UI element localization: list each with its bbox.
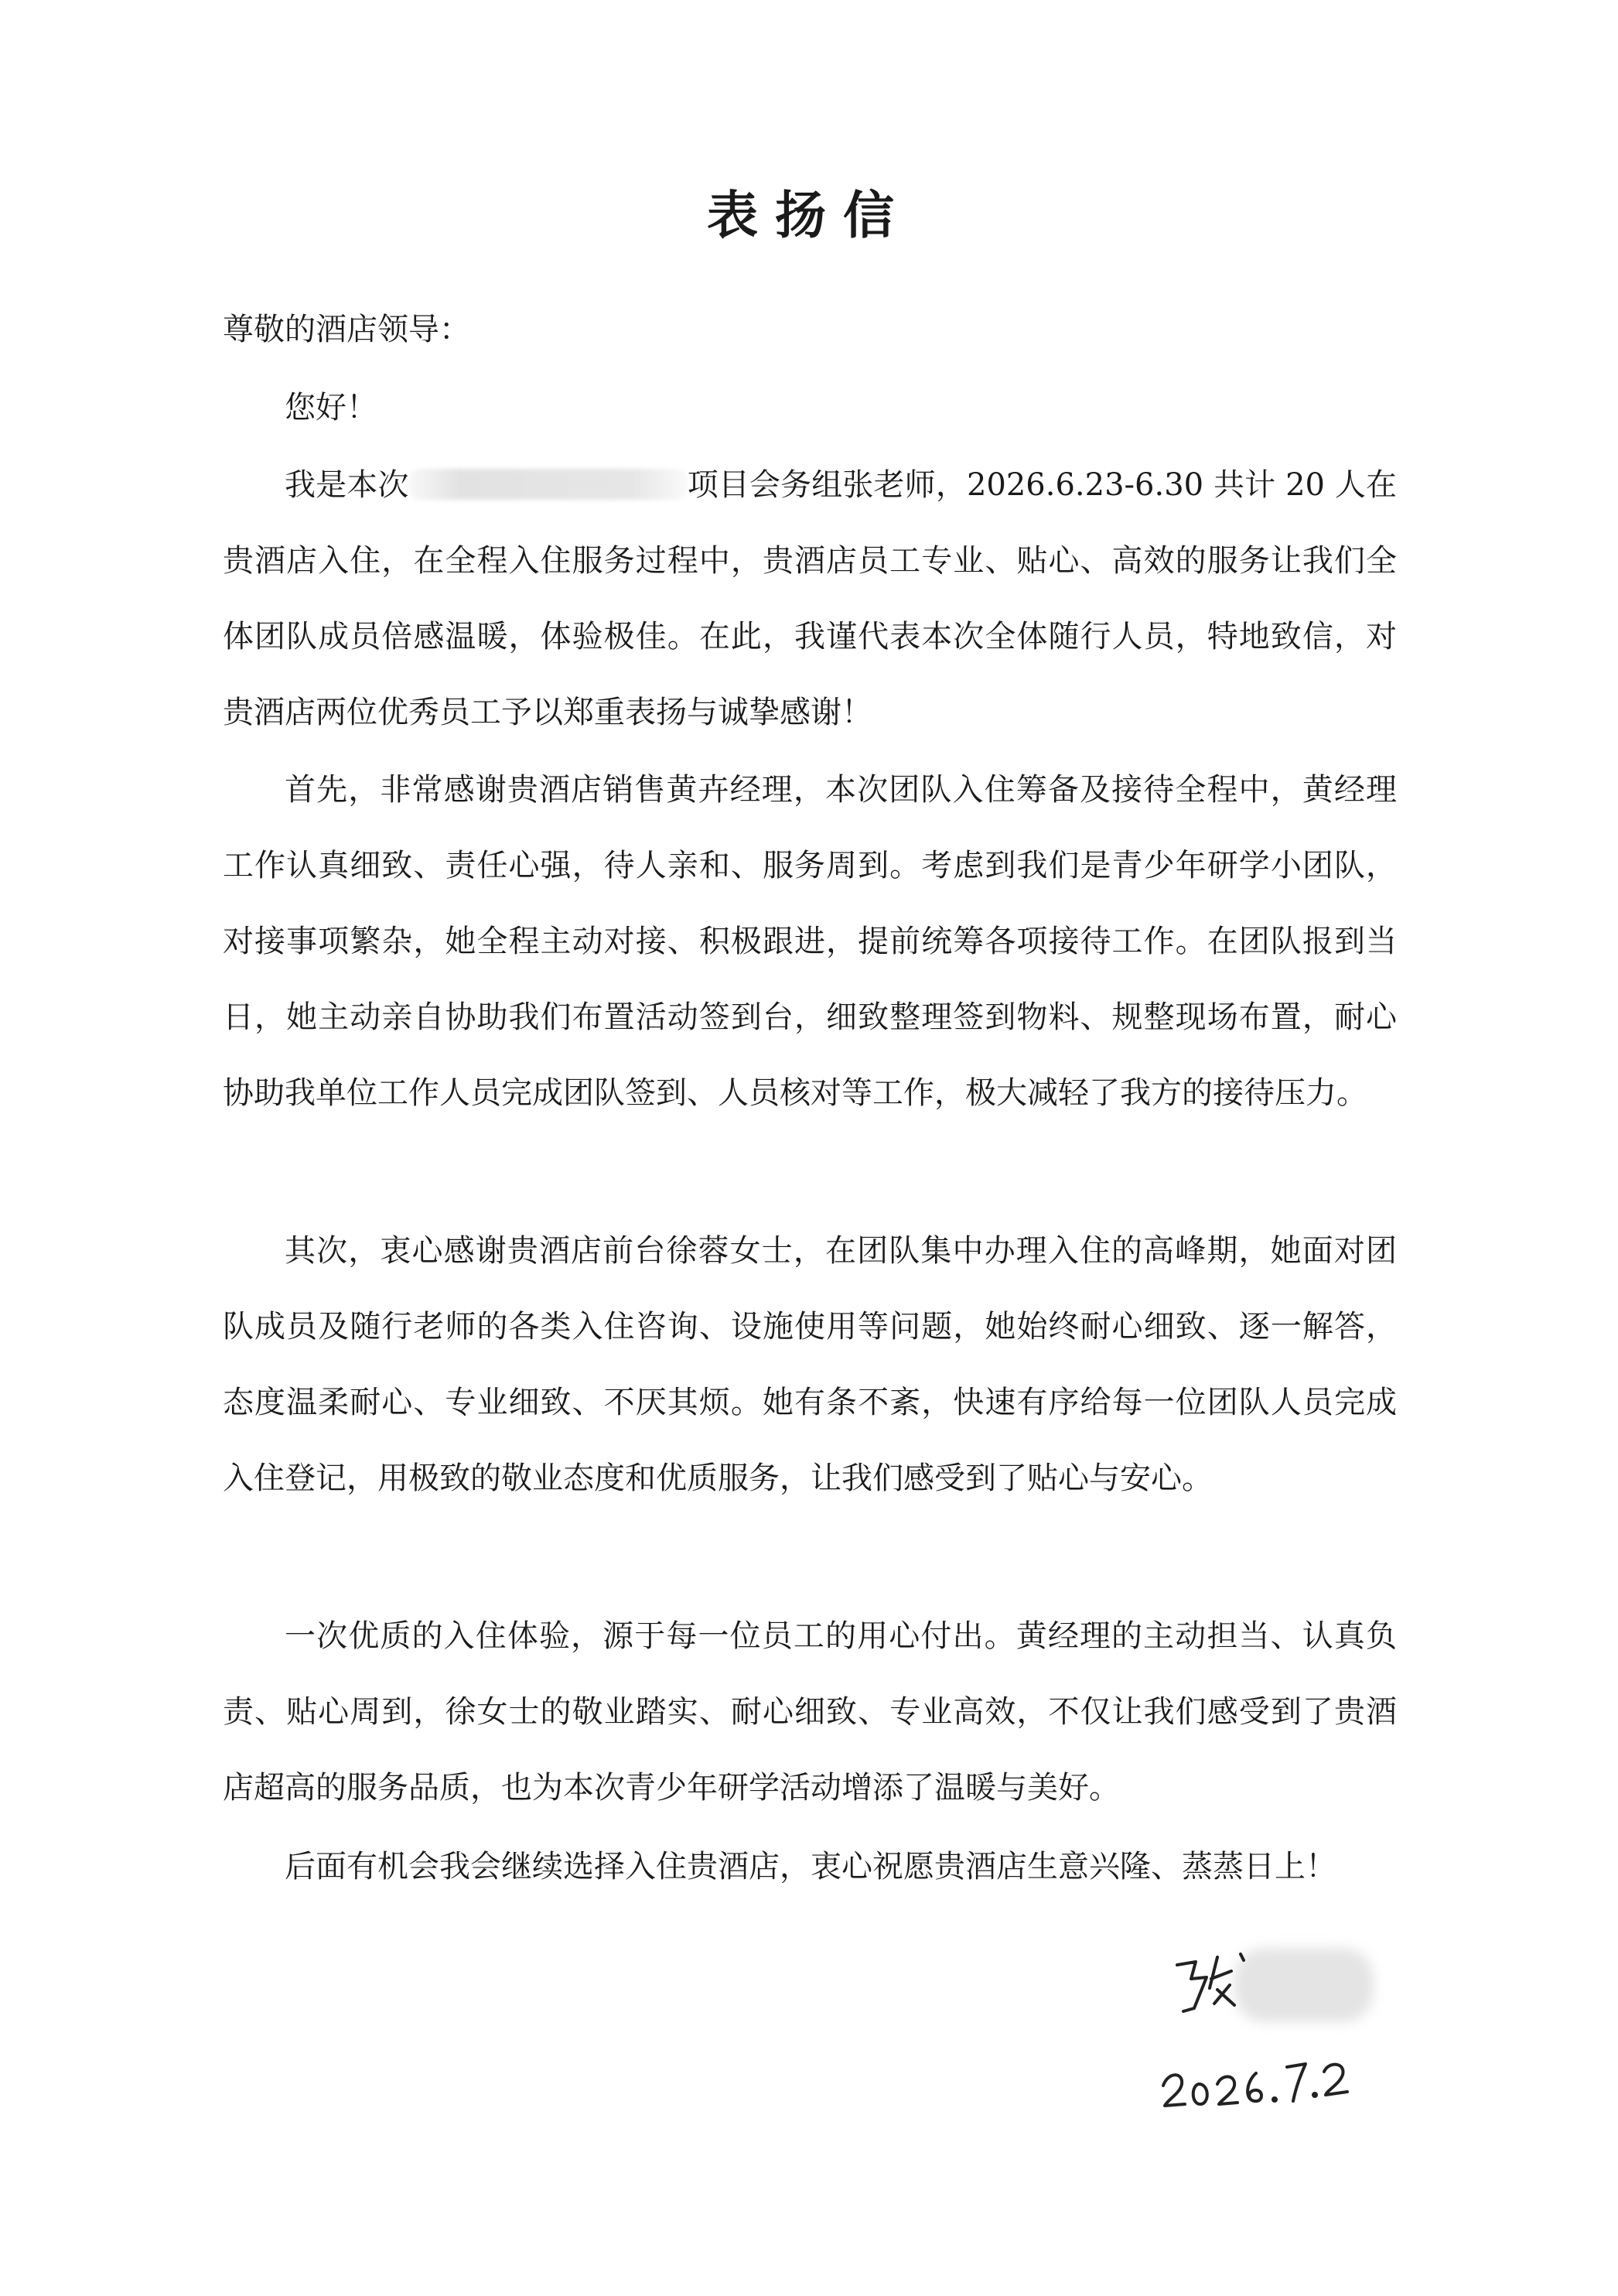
redacted-project-name bbox=[409, 469, 688, 500]
paragraph-2 bbox=[223, 752, 1397, 1131]
paragraph-3-text: 其次，衷心感谢贵酒店前台徐蓉女士，在团队集中办理入住的高峰期，她面对团队成员及随行老师的各类入住咨询、设施使用等问题，她始终耐心细致、逐一解答，态度温柔耐心、专业细致、不厌其烦。她有条不紊，快速有序给每一位团队人员完成入住登记，用极致的敬业态度和优质服务，让我们感受到了贴心与安心。 bbox=[223, 1233, 1397, 1496]
paragraph-5-text: 后面有机会我会继续选择入住贵酒店，衷心祝愿贵酒店生意兴隆、蒸蒸日上！ bbox=[285, 1849, 1336, 1884]
salutation: 尊敬的酒店领导： bbox=[223, 312, 470, 347]
paragraph-3 bbox=[223, 1213, 1397, 1516]
paragraph-2-text: 首先，非常感谢贵酒店销售黄卉经理，本次团队入住筹备及接待全程中，黄经理工作认真细致、责任心强，待人亲和、服务周到。考虑到我们是青少年研学小团队，对接事项繁杂，她全程主动对接、积极跟进，提前统筹各项接待工作。在团队报到当日，她主动亲自协助我们布置活动签到台，细致整理签到物料、规整现场布置，耐心协助我单位工作人员完成团队签到、人员核对等工作，极大减轻了我方的接待压力。 bbox=[223, 772, 1397, 1111]
paragraph-4 bbox=[223, 1598, 1397, 1826]
paragraph-1-start: 我是本次 bbox=[285, 467, 409, 503]
greeting-paragraph bbox=[223, 370, 1397, 446]
paragraph-5 bbox=[223, 1829, 1397, 1905]
paragraph-1 bbox=[223, 447, 1397, 750]
paragraph-4-text: 一次优质的入住体验，源于每一位员工的用心付出。黄经理的主动担当、认真负责、贴心周到，徐女士的敬业踏实、耐心细致、专业高效，不仅让我们感受到了贵酒店超高的服务品质，也为本次青少年研学活动增添了温暖与美好。 bbox=[223, 1618, 1397, 1806]
letter-title: 表扬信 bbox=[707, 185, 911, 245]
greeting: 您好！ bbox=[285, 390, 377, 425]
paragraph-1-rest: 项目会务组张老师，2026.6.23-6.30 共计 20 人在贵酒店入住，在全程入住服务过程中，贵酒店员工专业、贴心、高效的服务让我们全体团队成员倍感温暖，体验极佳。在此，我谨代表本次全体随行人员，特地致信，对贵酒店两位优秀员工予以郑重表扬与诚挚感谢！ bbox=[223, 467, 1397, 730]
handwritten-signature bbox=[1160, 1934, 1408, 2135]
